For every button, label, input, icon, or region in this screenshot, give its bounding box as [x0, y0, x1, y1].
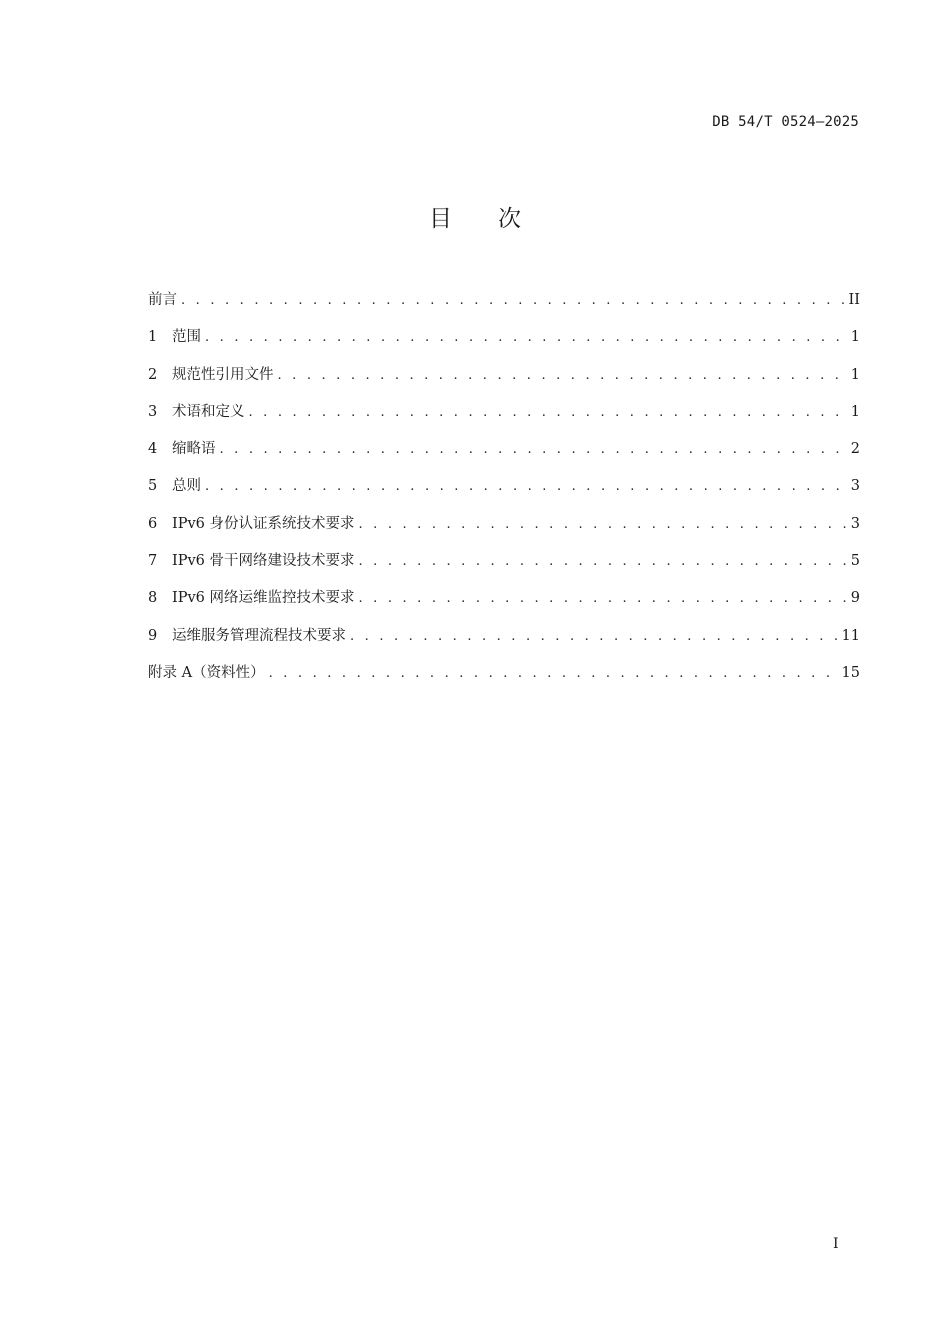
toc-entry-ops-monitoring[interactable] — [148, 586, 860, 623]
document-code: DB 54/T 0524—2025 — [712, 114, 859, 130]
dot-leader — [350, 629, 838, 644]
toc-entry-number: 3 — [148, 403, 158, 420]
toc-entry-abbreviations[interactable] — [148, 437, 860, 474]
toc-entry-number: 1 — [148, 329, 158, 346]
toc-entry-scope[interactable] — [148, 325, 860, 362]
toc-entry-number: 5 — [148, 478, 158, 495]
dot-leader — [181, 293, 845, 308]
toc-entry-title: 前言 — [148, 292, 177, 308]
toc-entry-identity-auth[interactable] — [148, 512, 860, 549]
toc-entry-page: 5 — [850, 553, 860, 570]
dot-leader — [359, 517, 847, 532]
toc-list — [148, 288, 860, 698]
toc-entry-page: 3 — [850, 478, 860, 495]
dot-leader — [278, 368, 847, 383]
toc-title: 目 次 — [429, 206, 521, 232]
toc-entry-page: 1 — [850, 403, 860, 420]
toc-entry-terms-definitions[interactable] — [148, 400, 860, 437]
toc-entry-title: 规范性引用文件 — [172, 366, 274, 383]
toc-entry-service-management[interactable] — [148, 624, 860, 661]
toc-entry-title: 附录 A（资料性） — [148, 664, 265, 681]
dot-leader — [205, 479, 847, 494]
toc-entry-backbone-network[interactable] — [148, 549, 860, 586]
toc-entry-page: 3 — [850, 515, 860, 532]
dot-leader — [269, 666, 838, 681]
toc-entry-page: 1 — [850, 329, 860, 346]
toc-entry-foreword[interactable] — [148, 288, 860, 325]
toc-entry-number: 8 — [148, 590, 158, 607]
toc-entry-title: 范围 — [172, 329, 201, 346]
toc-entry-page: 9 — [850, 590, 860, 607]
toc-entry-page: 1 — [850, 366, 860, 383]
toc-entry-page: 2 — [850, 441, 860, 458]
toc-entry-page: II — [848, 292, 860, 308]
toc-entry-title: 缩略语 — [172, 441, 216, 458]
toc-entry-number: 7 — [148, 553, 158, 570]
toc-entry-number: 6 — [148, 515, 158, 532]
toc-entry-title: 运维服务管理流程技术要求 — [172, 627, 346, 644]
toc-entry-number: 2 — [148, 366, 158, 383]
toc-entry-title: IPv6 网络运维监控技术要求 — [172, 590, 355, 607]
toc-entry-title: IPv6 骨干网络建设技术要求 — [172, 553, 355, 570]
dot-leader — [359, 591, 847, 606]
toc-entry-title: 术语和定义 — [172, 403, 245, 420]
toc-entry-appendix-a[interactable] — [148, 661, 860, 698]
toc-entry-page: 15 — [841, 664, 860, 681]
dot-leader — [359, 554, 847, 569]
toc-entry-general[interactable] — [148, 474, 860, 511]
dot-leader — [249, 405, 847, 420]
page-number: I — [833, 1236, 839, 1252]
toc-entry-page: 11 — [841, 627, 860, 644]
toc-entry-title: 总则 — [172, 478, 201, 495]
dot-leader — [205, 330, 847, 345]
toc-entry-number: 4 — [148, 441, 158, 458]
dot-leader — [220, 442, 847, 457]
toc-entry-normative-references[interactable] — [148, 363, 860, 400]
toc-entry-number: 9 — [148, 627, 158, 644]
toc-entry-title: IPv6 身份认证系统技术要求 — [172, 515, 355, 532]
